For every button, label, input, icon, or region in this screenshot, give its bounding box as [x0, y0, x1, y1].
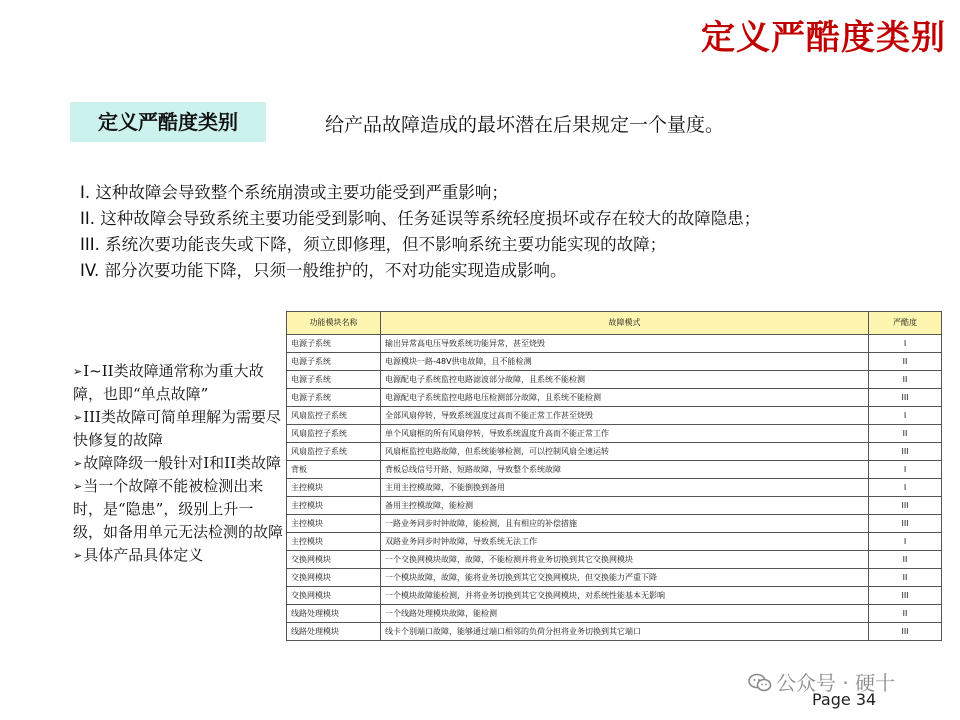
table-row [287, 443, 942, 461]
table-row [287, 425, 942, 443]
table-row [287, 389, 942, 407]
table-row [287, 497, 942, 515]
cell-module: 主控模块 [287, 533, 381, 551]
cell-failure-mode: 电源配电子系统监控电路电压检测部分故障，且系统不能检测 [381, 389, 869, 407]
cell-severity: II [869, 569, 942, 587]
slide-title: 定义严酷度类别 [701, 18, 946, 58]
note-item [73, 406, 283, 452]
table-header-row [287, 312, 942, 335]
severity-level-3: III. 系统次要功能丧失或下降，须立即修理，但不影响系统主要功能实现的故障； [80, 235, 667, 254]
cell-severity: I [869, 335, 942, 353]
cell-failure-mode: 主用主控模故障，不能倒换到备用 [381, 479, 869, 497]
note-item [73, 544, 283, 567]
severity-level-1: I. 这种故障会导致整个系统崩溃或主要功能受到严重影响； [80, 183, 508, 202]
table-row [287, 353, 942, 371]
cell-module: 风扇监控子系统 [287, 407, 381, 425]
table-row [287, 533, 942, 551]
note-text: III类故障可简单理解为需要尽快修复的故障 [73, 408, 281, 449]
table-row [287, 551, 942, 569]
cell-failure-mode: 单个风扇框的所有风扇停转，导致系统温度升高而不能正常工作 [381, 425, 869, 443]
severity-level-4: IV. 部分次要功能下降，只须一般维护的，不对功能实现造成影响。 [80, 261, 567, 280]
cell-severity: III [869, 443, 942, 461]
cell-severity: III [869, 497, 942, 515]
cell-module: 交换网模块 [287, 569, 381, 587]
cell-module: 主控模块 [287, 479, 381, 497]
severity-levels [80, 180, 920, 284]
note-text: 故障降级一般针对I和II类故障 [83, 454, 281, 472]
fmea-severity-table [286, 311, 942, 641]
cell-severity: I [869, 461, 942, 479]
cell-failure-mode: 全部风扇停转，导致系统温度过高而不能正常工作甚至烧毁 [381, 407, 869, 425]
definition-term-box: 定义严酷度类别 [70, 102, 266, 142]
cell-severity: III [869, 587, 942, 605]
note-text: 当一个故障不能被检测出来时，是“隐患”，级别上升一级，如备用单元无法检测的故障 [73, 477, 284, 541]
column-header-severity: 严酷度 [869, 312, 942, 335]
cell-failure-mode: 输出异常高电压导致系统功能异常，甚至烧毁 [381, 335, 869, 353]
watermark-text: 公众号 · 硬十 [776, 671, 896, 695]
cell-failure-mode: 双路业务同步时钟故障，导致系统无法工作 [381, 533, 869, 551]
note-text: I~II类故障通常称为重大故障，也即“单点故障” [73, 362, 264, 403]
note-item [73, 452, 283, 475]
cell-severity: II [869, 371, 942, 389]
table-row [287, 371, 942, 389]
cell-module: 背板 [287, 461, 381, 479]
arrow-bullet-icon: ➢ [73, 365, 83, 378]
table-row [287, 605, 942, 623]
column-header-failure-mode: 故障模式 [381, 312, 869, 335]
cell-failure-mode: 背板总线信号开路、短路故障，导致整个系统故障 [381, 461, 869, 479]
arrow-bullet-icon: ➢ [73, 480, 83, 493]
cell-severity: I [869, 479, 942, 497]
cell-severity: II [869, 605, 942, 623]
cell-failure-mode: 一个模块故障，故障，能将业务切换到其它交换网模块，但交换能力严重下降 [381, 569, 869, 587]
cell-failure-mode: 一个线路处理模块故障，能检测 [381, 605, 869, 623]
page-number: Page 34 [812, 690, 877, 709]
cell-severity: I [869, 533, 942, 551]
definition-text: 给产品故障造成的最坏潜在后果规定一个量度。 [325, 114, 725, 136]
cell-module: 风扇监控子系统 [287, 443, 381, 461]
table-row [287, 623, 942, 641]
cell-module: 主控模块 [287, 497, 381, 515]
column-header-module: 功能模块名称 [287, 312, 381, 335]
table-row [287, 569, 942, 587]
table-row [287, 515, 942, 533]
cell-severity: II [869, 551, 942, 569]
cell-severity: III [869, 389, 942, 407]
cell-failure-mode: 一个交换网模块故障，故障，不能检测并将业务切换到其它交换网模块 [381, 551, 869, 569]
cell-module: 主控模块 [287, 515, 381, 533]
arrow-bullet-icon: ➢ [73, 457, 83, 470]
cell-failure-mode: 线卡个别端口故障，能够通过端口相邻的负荷分担将业务切换到其它端口 [381, 623, 869, 641]
cell-severity: III [869, 515, 942, 533]
cell-failure-mode: 风扇框监控电路故障，但系统能够检测，可以控制风扇全速运转 [381, 443, 869, 461]
cell-module: 交换网模块 [287, 587, 381, 605]
table-row [287, 479, 942, 497]
table-row [287, 587, 942, 605]
note-item [73, 475, 283, 544]
cell-failure-mode: 备用主控模故障，能检测 [381, 497, 869, 515]
cell-failure-mode: 电源配电子系统监控电路滤波部分故障，且系统不能检测 [381, 371, 869, 389]
table-body [287, 335, 942, 641]
wechat-icon [748, 673, 772, 693]
table-row [287, 335, 942, 353]
cell-severity: II [869, 425, 942, 443]
cell-module: 线路处理模块 [287, 623, 381, 641]
cell-failure-mode: 一个模块故障能检测，并将业务切换到其它交换网模块，对系统性能基本无影响 [381, 587, 869, 605]
notes-list [73, 360, 283, 567]
cell-failure-mode: 电源模块一路-48V供电故障，且不能检测 [381, 353, 869, 371]
table-row [287, 407, 942, 425]
note-item [73, 360, 283, 406]
cell-module: 电源子系统 [287, 335, 381, 353]
arrow-bullet-icon: ➢ [73, 549, 83, 562]
cell-module: 电源子系统 [287, 371, 381, 389]
cell-failure-mode: 一路业务同步时钟故障，能检测，且有相应的补偿措施 [381, 515, 869, 533]
cell-severity: III [869, 623, 942, 641]
severity-level-2: II. 这种故障会导致系统主要功能受到影响、任务延误等系统轻度损坏或存在较大的故障隐患； [80, 209, 761, 228]
cell-module: 线路处理模块 [287, 605, 381, 623]
arrow-bullet-icon: ➢ [73, 411, 83, 424]
cell-severity: II [869, 353, 942, 371]
cell-module: 风扇监控子系统 [287, 425, 381, 443]
note-text: 具体产品具体定义 [83, 546, 204, 564]
cell-module: 电源子系统 [287, 353, 381, 371]
cell-module: 电源子系统 [287, 389, 381, 407]
table-row [287, 461, 942, 479]
cell-severity: I [869, 407, 942, 425]
cell-module: 交换网模块 [287, 551, 381, 569]
